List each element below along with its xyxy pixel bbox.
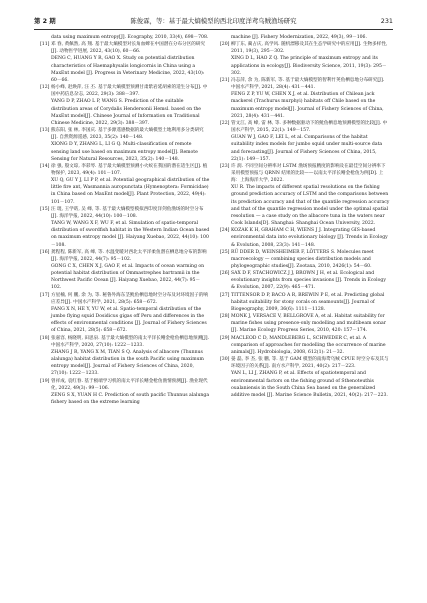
reference-body: 管文江, 高 峰, 雷 林, 等. 多种数据驱动下的鱿鱼栖息地预测模型的比较[J]. 中国水产科学, 2015, 22(1): 149－157. — [231, 120, 388, 134]
reference-entry — [40, 41, 210, 84]
reference-english: XING D L, HAO Z Q. The principle of maximum entropy and its applications in ecology[J]. Biodiversity Science, 2011, 19(3): 295－302. — [231, 56, 387, 76]
reference-number: [24] — [220, 228, 230, 234]
reference-entry — [40, 292, 210, 335]
reference-number: [17] — [40, 292, 50, 298]
reference-entry — [220, 77, 390, 120]
reference-body: 许 润. 不同空间分辨率对 LSTM 渔场预报精度的影响及在最佳空间分辨率下采用模型预报与 QRNN 结果的比较——以南太平洋长鳍金枪鱼为例[D]. 上海：上海海洋大学, 2022. — [231, 163, 386, 184]
reference-number: [16] — [40, 249, 50, 255]
reference-body: TITTENSOR D P, BACO A R, BREWIN P E, et al. Predicting global habitat suitability for stony corals on seamounts[J]. Journal of Biogeography, 2009, 36(6): 1111－1128. — [231, 292, 385, 312]
reference-entry — [220, 335, 390, 356]
reference-body: 柳丁东, 蔺占庆, 高学风. 随机漂移及其在生态学研究中的应用[J]. 生物多样性, 2011, 19(3), 295－302. — [231, 42, 388, 55]
reference-body: 晏 磊, 李 杰, 张 鹏, 等. 基于 GAM 模型的南海鸢乌贼 CPUE 时空分布及其与环境因子的关系[J]. 南方水产科学, 2021, 40(2): 217－223. — [231, 357, 389, 370]
reference-english: XU Q, GU Y J, LI P P, et al. Potential geographical distribution of the little fire ant, Wasmannia auropunctata (Hymenoptera: Formicidae) in China based on MaxEnt model[J]. Plant Protection, 2022, 49(4): 101－107. — [51, 178, 210, 205]
reference-body: KOZAK K H, GRAHAM C H, WIENS J J. Integrating GIS-based environmental data into evolutionary biology [J]. Trends in Ecology & Evolution, 2008, 23(3): 141－148. — [231, 228, 388, 248]
reference-entry — [220, 41, 390, 77]
reference-text — [220, 356, 390, 370]
reference-number: [18] — [40, 335, 50, 341]
reference-entry — [40, 378, 210, 407]
running-title: 陈俊霖，等：基于最大熵模型的西北印度洋鸢乌贼渔场研究 — [130, 17, 297, 25]
reference-number: [23] — [220, 163, 230, 169]
reference-body: MONK J, VERSACE V, BELLGROVE A, et al. Habitat suitability for marine fishes using presence-only modelling and multibeam sonar [J]. Marine Ecology Progress Series, 2010, 420: 157－174. — [231, 314, 386, 334]
reference-text — [40, 127, 210, 141]
reference-entry — [220, 120, 390, 163]
reference-body: MACLEOD C D, MANDLEBERG L, SCHWEDER C, et al. A comparison of approaches for modelling the occurrence of marine animals[J]. Hydrobiologia, 2008, 612(1): 21－32. — [231, 335, 386, 355]
reference-text — [220, 270, 390, 291]
reference-text — [40, 378, 210, 392]
reference-text — [220, 335, 390, 356]
reference-english: FANG X N, HE Y, YU W, et al. Spatio-temporal distribution of the jumbo flying squid Dosidicus gigas off Peru and differences in the effects of environmental conditions [J]. Journal of Fishery Sciences of China, 2021, 28(5): 658－672. — [51, 306, 207, 334]
reference-text — [40, 335, 210, 349]
reference-number: [29] — [220, 335, 230, 341]
reference-english: ZHANG J R, YANG X M, TIAN S Q. Analysis of albacore (Thunnus alalunga) habitat distribution in the south Pacific using maximum entropy model[J]. Journal of Fishery Sciences of China, 2020, 27(10): 1222－1233. — [51, 349, 204, 377]
reference-entry — [40, 206, 210, 249]
page-number: 231 — [380, 17, 393, 25]
reference-text — [40, 249, 210, 263]
reference-english: TANG W, WANG X F, WU F, et al. Simulation of spatio-temporal distribution of swordfish habitat in the Western Indian Ocean based on maximum entropy model [J]. Haiyang Xuebao, 2022, 44(10): 100－108. — [51, 221, 210, 248]
reference-number: [22] — [220, 120, 230, 126]
issue-label: 第 2 期 — [34, 17, 56, 25]
header-rule — [34, 29, 393, 30]
reference-english: XIONG D Y, ZHANG L, LI G Q. Multi-classification of remote sensing land use based on maximum entropy model[J]. Remote Sensing for Natural Resources, 2023, 35(2): 140－148. — [51, 142, 198, 162]
reference-entry — [40, 163, 210, 206]
reference-text — [40, 163, 210, 177]
reference-entry — [220, 163, 390, 227]
running-header — [34, 14, 393, 28]
reference-text — [220, 77, 390, 91]
reference-english: YAN L, LI J, ZHANG P, et al. Effects of spatiotemporal and environmental factors on the fishing ground of Sthenoteuthis oualaniensis in the South China Sea based on the generalized additive model [J]. Marine Science Bulletin, 2021, 40(2): 217－223. — [231, 371, 388, 398]
reference-english: DENG C, HUANG Y R, GAO X. Study on potential distribution characteristics of Haemaphysalis longicornis in China using a MaxEnt model [J]. Progress in Veterinary Medicine, 2022, 43(10): 60－66. — [51, 56, 205, 83]
reference-english: ZENG S X, YUAN H C. Prediction of south pacific Thunnus alalunga fishery based on the extreme learning — [51, 392, 210, 405]
reference-body: 汪 琨, 王学昉, 吴 峰, 等. 基于最大熵模型模拟西印度洋剑鱼渔场的时空分布[J]. 海洋学报, 2022, 44(10): 100－108. — [51, 206, 204, 219]
reference-number: [20] — [220, 42, 230, 48]
reference-number: [14] — [40, 163, 50, 169]
reference-text: data using maximum entropy[J]. Ecography, 2010, 33(4), 698－708. — [51, 35, 209, 40]
reference-text — [40, 292, 210, 306]
reference-list — [40, 41, 210, 406]
reference-number: [25] — [220, 249, 230, 255]
reference-english: XU R. The impacts of different spatial resolutions on the fishing ground prediction accuracy of LSTM and the comparisons between its prediction accuracy and that of the quantile regression accuracy and that of the quantile regression model under the optimal spatial resolution — a case study on the albacore tuna in the waters near Cook Islands[D]. Shanghai: Shanghai Ocean University, 2022. — [231, 185, 390, 227]
reference-list — [220, 41, 390, 399]
reference-body: 徐 强, 殷文琼, 李彩琴. 基于最大熵模型预测小火蚁在我国的潜在适生区[J]. 植物保护, 2023, 49(4): 101－107. — [51, 163, 208, 176]
reference-english: GUAN W J, GAO F, LEI L, et al. Comparisons of the habitat suitability index models for jumbo squid under multi-source data and forecasting[J]. Journal of Fishery Sciences of China, 2015, 22(1): 149－157. — [231, 135, 383, 162]
reference-continuation — [40, 34, 210, 41]
reference-number: [26] — [220, 271, 230, 277]
reference-entry — [220, 249, 390, 270]
reference-number: [21] — [220, 77, 230, 83]
reference-text — [220, 313, 390, 334]
reference-entry — [220, 313, 390, 334]
reference-english: YANG D P, ZHAO L P, WANG S. Prediction of the suitable distribution areas of Corydalis Hendersonii Hemsl. based on the MaxEnt model[J]. Chinese Journal of Information on Traditional Chinese Medicine, 2022, 29(3): 388－397. — [51, 99, 202, 126]
reference-body: 张嘉容, 杨晓明, 田思泉. 基于最大熵模型的南太平洋长鳍金枪鱼栖息地预测[J]. 中国水产科学, 2020, 27(10): 1222－1233. — [51, 335, 210, 348]
reference-text — [40, 41, 210, 55]
reference-entry — [40, 335, 210, 378]
reference-body: 熊东阳, 张 林, 李国庆. 基于多源遥感数据的最大熵模型土地利用多分类研究[J]. 自然资源遥感, 2023, 35(2): 140－148. — [51, 128, 204, 141]
reference-entry — [220, 270, 390, 291]
reference-entry — [40, 127, 210, 163]
reference-text — [220, 227, 390, 248]
reference-body: 方星楠, 何 鹏, 余 为, 等. 秘鲁外海东茎鱿鱼栖息地时空分布及对环境因子的响应差异[J]. 中国水产科学, 2021, 28(5): 658－672. — [51, 292, 209, 305]
reference-text — [220, 163, 390, 184]
reference-number: [13] — [40, 128, 50, 134]
right-column — [220, 34, 390, 399]
reference-body: 邓 春, 黄佩然, 高 翔. 基于最大熵模型对长角血蜱在中国潜在分布分区的研究[J]. 动物医学进展, 2022, 43(10), 60－66. — [51, 42, 206, 55]
reference-body: 杨小峰, 赵焕萍, 汪 丕. 基于最大熵模型预测甘肃紫岩延胡索的适生分布[J]. 中国中药信息杂志, 2022, 29(3): 388－397. — [51, 85, 208, 98]
reference-entry — [220, 292, 390, 313]
reference-body: RÜ DDER D, WEINSHEIMER F, LÖTTERS S. Molecules meet macroecology — combining species distribution models and phylogeographic studies[J]. Zootaxa, 2010, 2426(1): 54－60. — [231, 249, 374, 269]
reference-text — [40, 84, 210, 98]
reference-entry — [40, 84, 210, 127]
reference-body: SAX D F, STACHOWICZ J J, BROWN J H, et al. Ecological and evolutionary insights from species invasions [J]. Trends in Ecology & Evolution, 2007, 22(9): 465－471. — [231, 271, 386, 291]
reference-number: [30] — [220, 357, 230, 363]
reference-text — [220, 249, 390, 270]
reference-body: 冯志萍, 余 为, 陈新军, 等. 基于最大熵模型的智利竹荚鱼栖息地分布研究[J]. 中国水产科学, 2021, 28(4): 431－441. — [231, 77, 385, 91]
reference-text — [220, 41, 390, 55]
reference-entry — [220, 227, 390, 248]
reference-text — [220, 292, 390, 313]
reference-entry — [220, 356, 390, 399]
reference-text — [40, 206, 210, 220]
reference-entry — [40, 249, 210, 292]
reference-continuation — [220, 34, 390, 41]
reference-number: [12] — [40, 85, 50, 91]
reference-body: 龚程程, 陈新军, 高 峰, 等. 水温变暖对西北太平洋柔鱼潜在栖息地分布的影响[J]. 海洋学报, 2022, 44(7): 95－102. — [51, 249, 207, 262]
reference-number: [11] — [40, 42, 50, 48]
reference-number: [19] — [40, 378, 50, 384]
left-column — [40, 34, 210, 406]
reference-text: machine [J]. Fishery Modernization, 2022, 49(3), 99－106. — [231, 35, 367, 40]
reference-english: GONG C X, CHEN X J, GAO F, et al. Impacts of ocean warming on potential habitat distribution of Ommastrephes bartramii in the Northwest Pacific Ocean [J]. Haiyang Xuebao, 2022, 44(7): 95－102. — [51, 264, 205, 291]
reference-number: [27] — [220, 292, 230, 298]
reference-number: [15] — [40, 206, 50, 212]
reference-number: [28] — [220, 314, 230, 320]
reference-text — [220, 120, 390, 134]
reference-body: 曾祥成, 袁红春. 基于极端学习机的南太平洋长鳍金枪鱼渔情预测[J]. 渔业现代化, 2022, 49(3): 99－106. — [51, 378, 208, 391]
reference-english: FENG Z P, YU W, CHEN X J, et al. Distribution of Chilean jack mackerel (Trachurus murphyi) habitats off Chile based on the maximum entropy model[J]. Journal of Fishery Sciences of China, 2021, 28(4): 431－441. — [231, 92, 384, 119]
